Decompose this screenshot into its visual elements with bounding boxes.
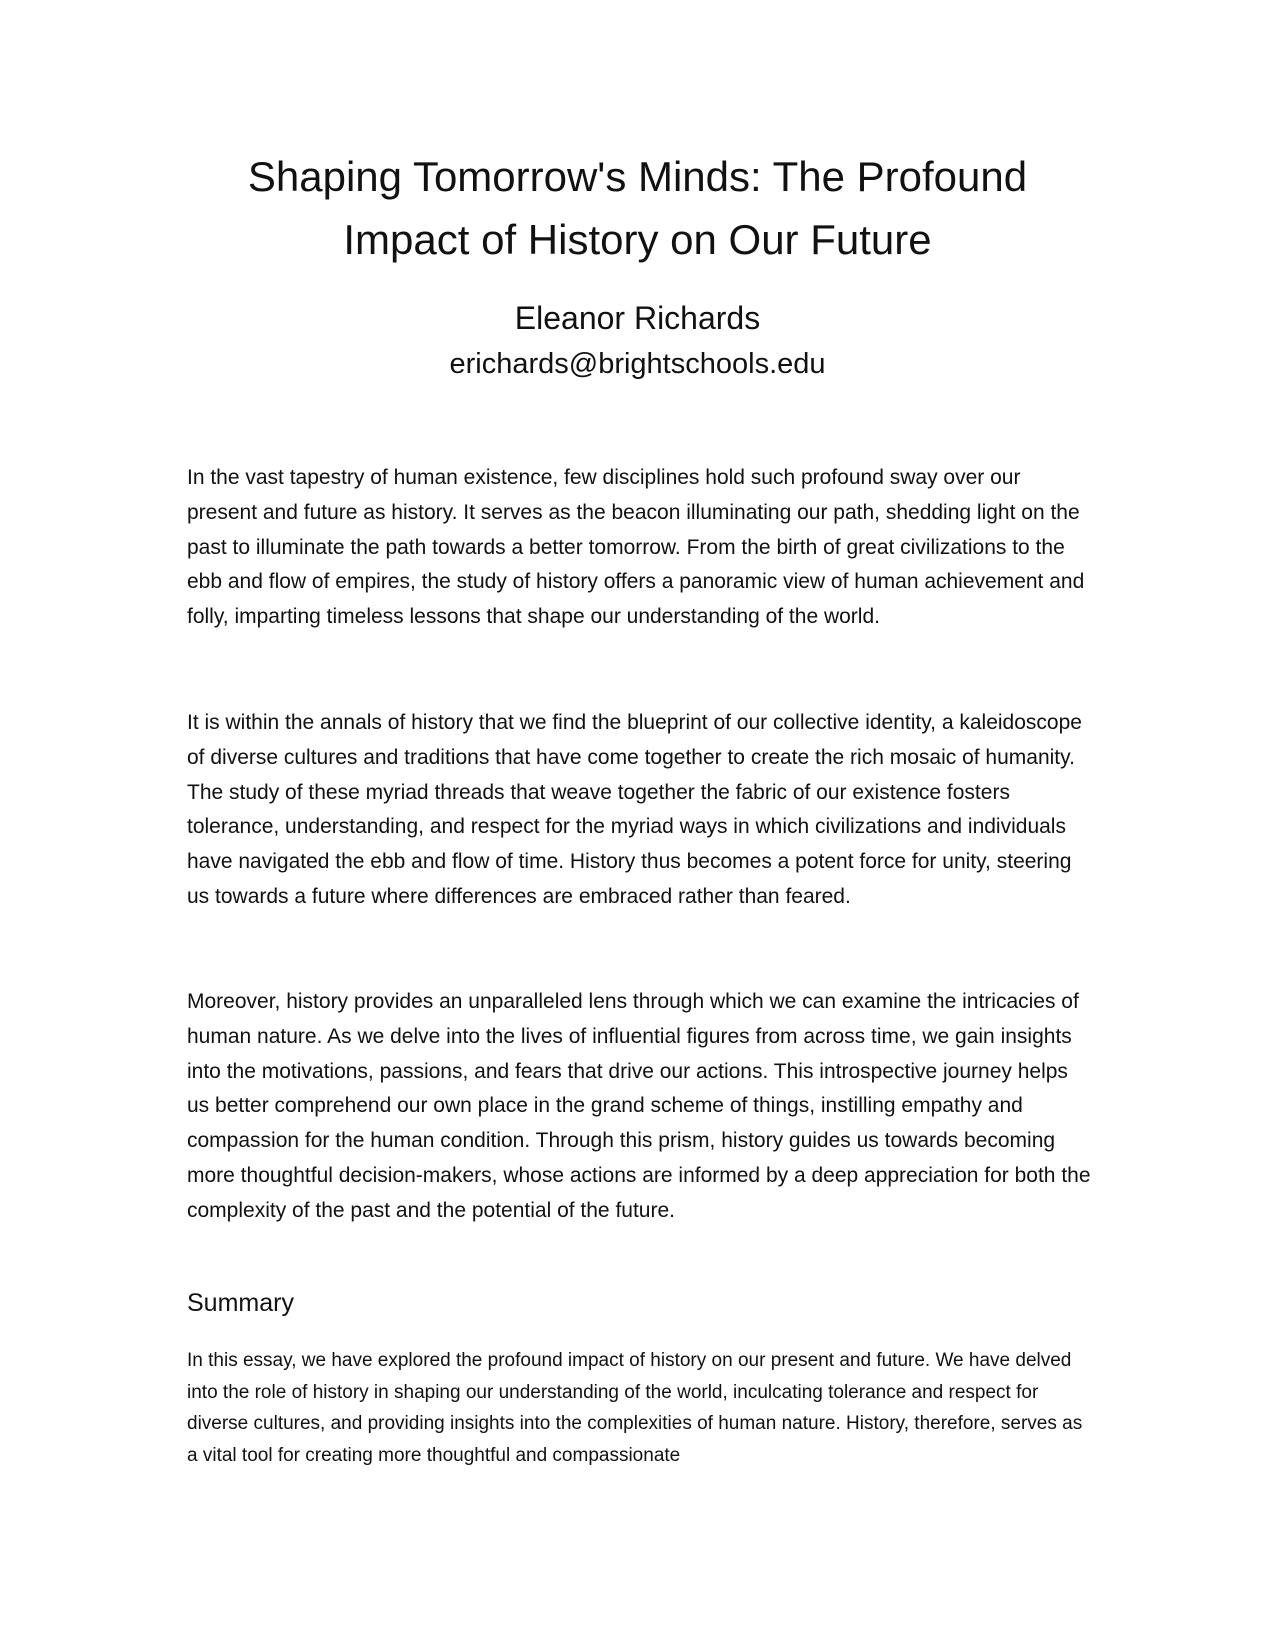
author-name: Eleanor Richards xyxy=(514,300,761,336)
body-paragraph-2: It is within the annals of history that we find the blueprint of our collective identity, a kaleidoscope of diverse cultures and traditions that have come together to create the rich mosaic of humanity. The study of these myriad threads that weave together the fabric of our existence fosters tolerance, understanding, and respect for the myriad ways in which civilizations and individuals have navigated the ebb and flow of time. History thus becomes a potent force for unity, steering us towards a future where differences are embraced rather than feared. xyxy=(187,711,1082,908)
summary-heading: Summary xyxy=(187,1289,294,1317)
body-paragraph-1: In the vast tapestry of human existence, few disciplines hold such profound sway over our present and future as history. It serves as the beacon illuminating our path, shedding light on the past to illuminate the path towards a better tomorrow. From the birth of great civilizations to the ebb and flow of empires, the study of history offers a panoramic view of human achievement and folly, imparting timeless lessons that shape our understanding of the world. xyxy=(187,466,1085,629)
document-title: Shaping Tomorrow's Minds: The Profound Impact of History on Our Future xyxy=(247,153,1028,263)
author-email: erichards@brightschools.edu xyxy=(449,348,826,380)
summary-paragraph: In this essay, we have explored the profound impact of history on our present and future. We have delved into the role of history in shaping our understanding of the world, inculcating tolerance and respect for diverse cultures, and providing insights into the complexities of human nature. History, therefore, serves as a vital tool for creating more thoughtful and compassionate xyxy=(187,1350,1083,1466)
body-paragraph-3: Moreover, history provides an unparalleled lens through which we can examine the intricacies of human nature. As we delve into the lives of influential figures from across time, we gain insights into the motivations, passions, and fears that drive our actions. This introspective journey helps us better comprehend our own place in the grand scheme of things, instilling empathy and compassion for the human condition. Through this prism, history guides us towards becoming more thoughtful decision-makers, whose actions are informed by a deep appreciation for both the complexity of the past and the potential of the future. xyxy=(187,990,1091,1222)
